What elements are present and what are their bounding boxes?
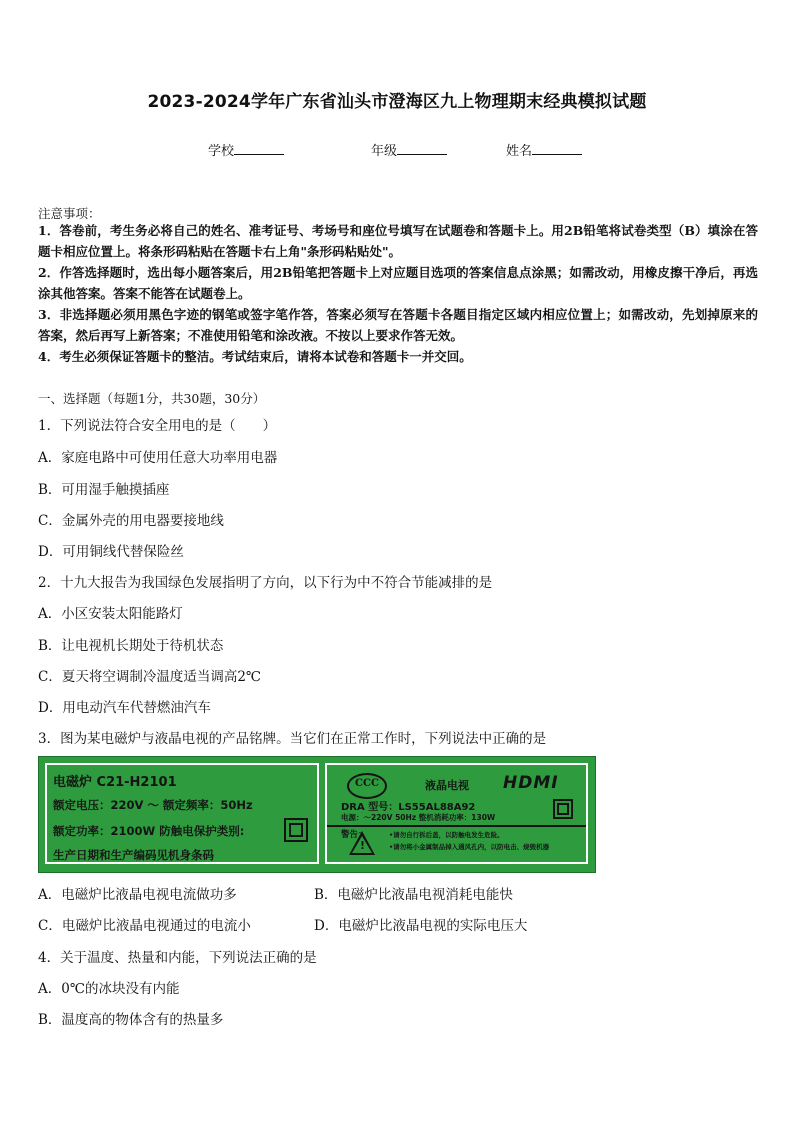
question-stem: 2．十九大报告为我国绿色发展指明了方向，以下行为中不符合节能减排的是 bbox=[38, 575, 493, 591]
school-blank bbox=[234, 142, 284, 155]
warning-line: •请勿将小金属制品掉入通风孔内，以防电击、烧毁机器 bbox=[389, 843, 550, 851]
school-label: 学校 bbox=[208, 144, 235, 159]
question-option: B．可用湿手触摸插座 bbox=[38, 482, 170, 498]
name-label: 姓名 bbox=[506, 144, 533, 159]
cooker-model: 电磁炉 C21-H2101 bbox=[53, 775, 177, 790]
warning-title: 警告： bbox=[341, 830, 367, 840]
notice-item: 2．作答选择题时，选出每小题答案后，用2B铅笔把答题卡上对应题目选项的答案信息点涂黑；如需改动，用橡皮擦干净后，再选涂其他答案。答案不能答在试题卷上。 bbox=[38, 265, 758, 301]
question-option: B．让电视机长期处于待机状态 bbox=[38, 638, 224, 654]
question-stem: 4．关于温度、热量和内能，下列说法正确的是 bbox=[38, 950, 317, 966]
tv-nameplate: CCC 液晶电视 HDMI DRA 型号：LS55AL88A92 电源：～220V 50Hz 整机消耗功率：130W 警告： ! •请勿自行拆后盖，以防触电发生危险。 •请勿将小金属制品掉入通风孔内，以防电击、烧毁机器 bbox=[325, 763, 588, 864]
cooker-nameplate bbox=[45, 763, 319, 864]
double-insulation-icon bbox=[284, 818, 308, 842]
school-field bbox=[208, 140, 284, 159]
notice-item: 3．非选择题必须用黑色字迹的钢笔或签字笔作答，答案必须写在答题卡各题目指定区域内相应位置上；如需改动，先划掉原来的答案，然后再写上新答案；不准使用铅笔和涂改液。不按以上要求作答无效。 bbox=[38, 307, 758, 343]
question-option: C．金属外壳的用电器要接地线 bbox=[38, 513, 224, 529]
notice-item: 1．答卷前，考生务必将自己的姓名、准考证号、考场号和座位号填写在试题卷和答题卡上。用2B铅笔将试卷类型（B）填涂在答题卡相应位置上。将条形码粘贴在答题卡右上角"条形码粘贴处"。 bbox=[38, 223, 758, 259]
ccc-logo-icon: CCC bbox=[347, 773, 387, 799]
tv-name: 液晶电视 bbox=[425, 779, 469, 792]
cooker-voltage: 额定电压：220V ～ 额定频率：50Hz bbox=[53, 798, 253, 812]
question-option: D．可用铜线代替保险丝 bbox=[38, 544, 184, 560]
question-stem: 3．图为某电磁炉与液晶电视的产品铭牌。当它们在正常工作时，下列说法中正确的是 bbox=[38, 731, 547, 747]
name-field bbox=[506, 140, 582, 159]
hdmi-logo: HDMI bbox=[503, 773, 559, 793]
section-title: 一、选择题（每题1分，共30题，30分） bbox=[38, 391, 266, 406]
cooker-power: 额定功率：2100W 防触电保护类别: bbox=[53, 824, 245, 838]
nameplate-figure bbox=[38, 756, 596, 873]
question-option: A．家庭电路中可使用任意大功率用电器 bbox=[38, 450, 278, 466]
double-insulation-icon bbox=[553, 799, 573, 819]
question-option: C．夏天将空调制冷温度适当调高2℃ bbox=[38, 669, 262, 685]
question-option: D．用电动汽车代替燃油汽车 bbox=[38, 700, 211, 716]
grade-blank bbox=[397, 142, 447, 155]
question-option: C．电磁炉比液晶电视通过的电流小 bbox=[38, 918, 251, 934]
question-option: B．温度高的物体含有的热量多 bbox=[38, 1012, 224, 1028]
notice-item: 4．考生必须保证答题卡的整洁。考试结束后，请将本试卷和答题卡一并交回。 bbox=[38, 349, 472, 364]
notice-heading: 注意事项： bbox=[38, 206, 101, 221]
question-option: A．小区安装太阳能路灯 bbox=[38, 606, 183, 622]
question-stem: 1．下列说法符合安全用电的是（ ） bbox=[38, 418, 277, 434]
tv-model: DRA 型号：LS55AL88A92 bbox=[341, 802, 476, 813]
grade-label: 年级 bbox=[371, 144, 398, 159]
question-option: B．电磁炉比液晶电视消耗电能快 bbox=[314, 887, 513, 903]
divider bbox=[327, 825, 586, 827]
grade-field bbox=[371, 140, 447, 159]
question-option: A．0℃的冰块没有内能 bbox=[38, 981, 180, 997]
question-option: A．电磁炉比液晶电视电流做功多 bbox=[38, 887, 237, 903]
page-title: 2023-2024学年广东省汕头市澄海区九上物理期末经典模拟试题 bbox=[147, 92, 647, 112]
tv-power: 电源：～220V 50Hz 整机消耗功率：130W bbox=[341, 813, 496, 822]
warning-line: •请勿自行拆后盖，以防触电发生危险。 bbox=[389, 831, 504, 839]
name-blank bbox=[532, 142, 582, 155]
cooker-production: 生产日期和生产编码见机身条码 bbox=[53, 848, 214, 862]
question-option: D．电磁炉比液晶电视的实际电压大 bbox=[314, 918, 528, 934]
